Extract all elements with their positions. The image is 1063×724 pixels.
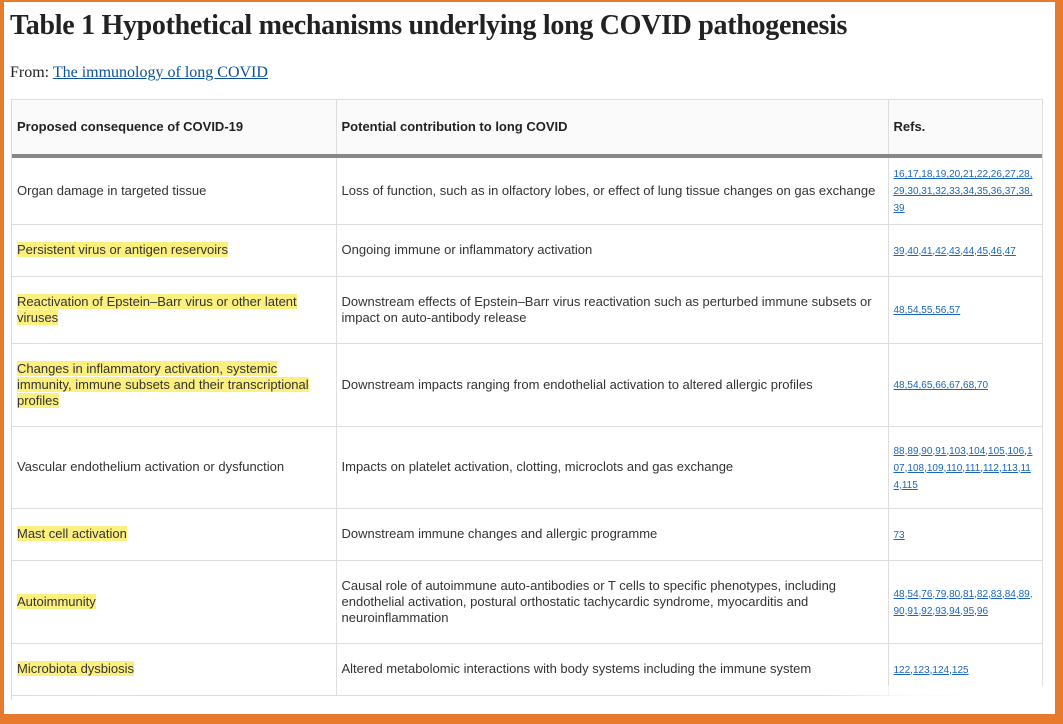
refs-cell xyxy=(888,156,1042,224)
consequence-cell xyxy=(12,224,336,276)
contribution-cell: Ongoing immune or inflammatory activation xyxy=(336,224,888,276)
refs-link[interactable]: 16,17,18,19,20,21,22,26,27,28,29,30,31,32,33,34,35,36,37,38,39 xyxy=(893,169,1033,215)
contribution-cell: Downstream immune changes and allergic programme xyxy=(336,508,888,560)
consequence-text: Vascular endothelium activation or dysfunction xyxy=(17,459,285,474)
refs-link[interactable]: 39,40,41,42,43,44,45,46,47 xyxy=(893,245,1016,257)
consequence-cell xyxy=(12,560,336,643)
refs-link[interactable]: 48,54,55,56,57 xyxy=(893,305,961,316)
table-title: Table 1 Hypothetical mechanisms underlying long COVID pathogenesis xyxy=(10,10,848,41)
refs-cell xyxy=(888,343,1042,426)
consequence-cell xyxy=(12,508,336,560)
header-refs: Refs. xyxy=(888,100,1042,156)
refs-link[interactable]: 73 xyxy=(893,529,905,541)
header-consequence: Proposed consequence of COVID-19 xyxy=(12,100,336,156)
highlighted-consequence-text: Autoimmunity xyxy=(17,593,96,609)
table-row xyxy=(12,426,1042,508)
consequence-cell xyxy=(12,343,336,426)
contribution-cell: Causal role of autoimmune auto-antibodies or T cells to specific phenotypes, including endothelial activation, postural orthostatic tachycardic syndrome, myocarditis and neuroinflammation xyxy=(336,560,888,643)
header-contribution: Potential contribution to long COVID xyxy=(336,100,888,156)
refs-link[interactable]: 48,54,76,79,80,81,82,83,84,89,90,91,92,93,94,95,96 xyxy=(893,588,1033,617)
highlighted-consequence-text: Changes in inflammatory activation, systemic immunity, immune subsets and their transcriptional profiles xyxy=(17,360,309,408)
article-link[interactable]: The immunology of long COVID xyxy=(52,64,268,81)
consequence-cell xyxy=(12,276,336,343)
refs-cell xyxy=(888,224,1042,276)
consequence-cell xyxy=(12,156,336,224)
refs-cell xyxy=(888,560,1042,643)
from-label: From: xyxy=(10,64,50,81)
watermark-fade xyxy=(819,686,1049,708)
refs-link[interactable]: 48,54,65,66,67,68,70 xyxy=(893,380,989,391)
refs-link[interactable]: 88,89,90,91,103,104,105,106,107,108,109,110,111,112,113,114,115 xyxy=(893,445,1033,491)
consequence-cell xyxy=(12,426,336,508)
page-frame xyxy=(4,2,1055,714)
contribution-cell: Downstream effects of Epstein–Barr virus reactivation such as perturbed immune subsets or impact on auto-antibody release xyxy=(336,276,888,343)
source-line xyxy=(10,64,268,82)
highlighted-consequence-text: Reactivation of Epstein–Barr virus or other latent viruses xyxy=(17,293,297,325)
highlighted-consequence-text: Microbiota dysbiosis xyxy=(17,661,135,676)
refs-cell xyxy=(888,276,1042,343)
highlighted-consequence-text: Mast cell activation xyxy=(17,526,127,541)
table-row xyxy=(12,343,1042,426)
highlighted-consequence-text: Persistent virus or antigen reservoirs xyxy=(17,242,228,257)
table-header-row xyxy=(12,100,1042,156)
table-row xyxy=(12,508,1042,560)
contribution-cell: Impacts on platelet activation, clotting, microclots and gas exchange xyxy=(336,426,888,508)
contribution-cell: Loss of function, such as in olfactory lobes, or effect of lung tissue changes on gas exchange xyxy=(336,156,888,224)
consequence-cell xyxy=(12,643,336,695)
contribution-cell: Altered metabolomic interactions with body systems including the immune system xyxy=(336,643,888,695)
contribution-cell: Downstream impacts ranging from endothelial activation to altered allergic profiles xyxy=(336,343,888,426)
table-row xyxy=(12,156,1042,224)
mechanisms-table xyxy=(11,99,1043,700)
table-row xyxy=(12,224,1042,276)
table-row xyxy=(12,560,1042,643)
consequence-text: Organ damage in targeted tissue xyxy=(17,182,207,198)
refs-cell xyxy=(888,508,1042,560)
refs-cell xyxy=(888,426,1042,508)
refs-link[interactable]: 122,123,124,125 xyxy=(893,664,969,676)
table-row xyxy=(12,276,1042,343)
